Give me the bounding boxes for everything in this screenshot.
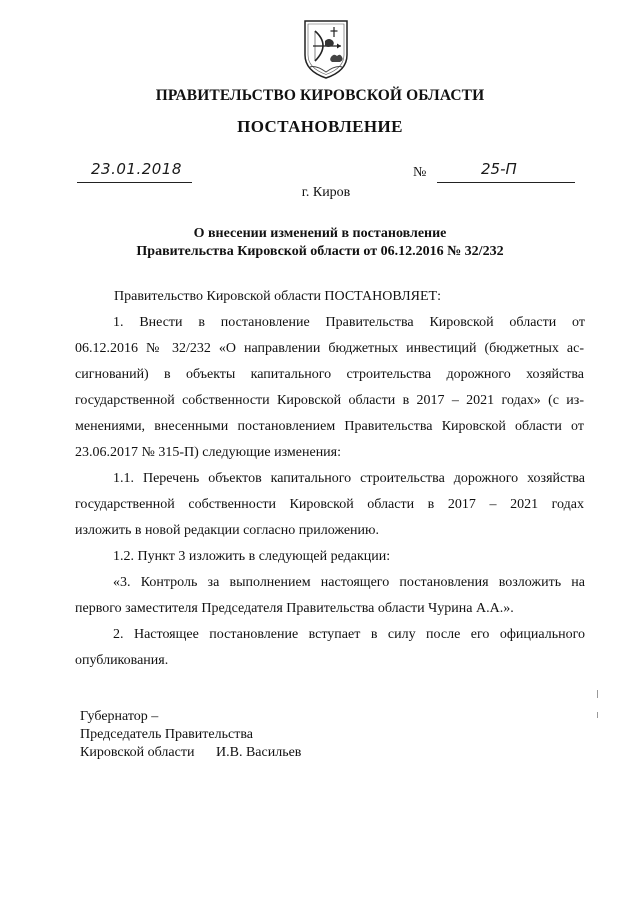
subject-line-2: Правительства Кировской области от 06.12.2016 № 32/232 <box>136 244 504 259</box>
body-line: «3. Контроль за выполнением настоящего постановления возложить на <box>113 575 585 590</box>
city: г. Киров <box>301 185 351 200</box>
signatory-title-1: Губернатор – <box>80 709 159 724</box>
body-line: 23.06.2017 № 315-П) следующие изменения: <box>75 445 342 460</box>
body-line: первого заместителя Председателя Правительства области Чурина А.А.». <box>75 601 514 616</box>
body-line: государственной собственности Кировской области в 2017 – 2021 годах» (с из- <box>75 393 584 408</box>
government-name: ПРАВИТЕЛЬСТВО КИРОВСКОЙ ОБЛАСТИ <box>155 87 485 104</box>
body-line: государственной собственности Кировской области в 2017 – 2021 годах <box>75 497 584 512</box>
body-line: опубликования. <box>75 653 169 668</box>
subject-line-1: О внесении изменений в постановление <box>193 226 447 241</box>
body-line: сигнований) в объекты капитального строительства дорожного хозяйства <box>75 367 584 382</box>
body-line: 2. Настоящее постановление вступает в силу после его официального <box>113 627 585 642</box>
body-line: 1.1. Перечень объектов капитального строительства дорожного хозяйства <box>113 471 585 486</box>
body-line: 06.12.2016 № 32/232 «О направлении бюджетных инвестиций (бюджетных ас- <box>75 341 584 356</box>
scan-mark <box>597 690 598 698</box>
scan-mark <box>597 712 598 718</box>
body-line: менениями, внесенными постановлением Правительства Кировской области от <box>75 419 584 434</box>
body-line: 1. Внести в постановление Правительства Кировской области от <box>113 315 585 330</box>
signatory-title-2: Председатель Правительства <box>80 727 253 742</box>
kirov-coat-of-arms-icon <box>301 17 351 81</box>
document-date: 23.01.2018 <box>91 160 182 178</box>
document-type: ПОСТАНОВЛЕНИЕ <box>237 117 403 136</box>
body-line: Правительство Кировской области ПОСТАНОВЛЯЕТ: <box>114 289 441 304</box>
body-line: изложить в новой редакции согласно приложению. <box>75 523 380 538</box>
body-line: 1.2. Пункт 3 изложить в следующей редакции: <box>113 549 391 564</box>
signatory-name: И.В. Васильев <box>216 745 302 760</box>
document-number: 25-П <box>481 160 517 178</box>
number-label: № <box>413 165 427 180</box>
signatory-title-3: Кировской области <box>80 745 195 760</box>
